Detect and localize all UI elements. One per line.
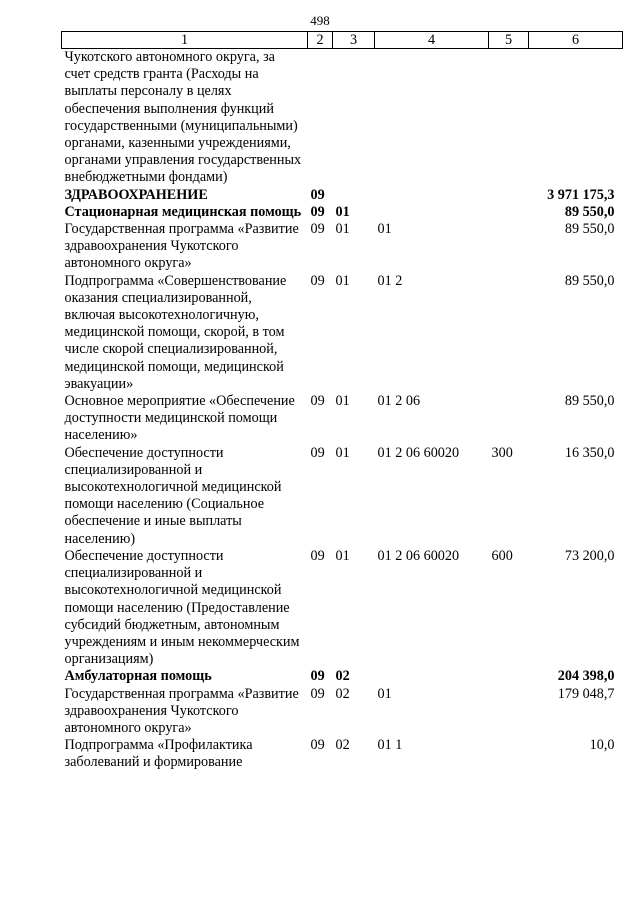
row-expense-type: 600	[491, 547, 513, 564]
table-row	[62, 668, 623, 685]
row-name: Обеспечение доступности специализированной и высокотехнологичной медицинской помощи населению (Предоставление субсидий бюджетным, автономным учреждениям и иным некоммерческим организациям)	[64, 547, 300, 668]
row-expense-type	[489, 49, 529, 187]
table-row	[62, 204, 623, 221]
row-target-article: 01 2 06	[377, 393, 421, 410]
row-section: 09	[310, 737, 325, 754]
row-name: Амбулаторная помощь	[64, 668, 212, 685]
row-amount: 73 200,0	[564, 547, 615, 564]
table-row	[62, 49, 623, 187]
row-section: 09	[310, 221, 325, 238]
row-target-article	[375, 49, 489, 187]
row-target-article: 01 2 06 60020	[377, 444, 460, 461]
row-amount: 89 550,0	[564, 272, 615, 289]
row-target-article: 01 2 06 60020	[377, 547, 460, 564]
table-row	[62, 737, 623, 771]
row-name: Основное мероприятие «Обеспечение доступности медицинской помощи населению»	[64, 393, 295, 444]
row-subsection: 01	[335, 444, 350, 461]
row-amount	[529, 49, 623, 187]
row-subsection: 02	[335, 668, 350, 685]
header-col-2: 2	[308, 32, 333, 49]
row-target-article	[375, 187, 489, 204]
row-expense-type	[489, 187, 529, 204]
row-section: 09	[310, 668, 325, 685]
table-row	[62, 187, 623, 204]
row-name: Подпрограмма «Профилактика заболеваний и формирование	[64, 737, 253, 771]
row-amount: 204 398,0	[557, 668, 615, 685]
row-amount: 3 971 175,3	[547, 186, 615, 203]
row-subsection: 02	[335, 737, 350, 754]
row-amount: 89 550,0	[564, 203, 615, 220]
row-target-article	[375, 204, 489, 221]
table-row	[62, 548, 623, 668]
row-expense-type	[489, 686, 529, 738]
row-amount: 89 550,0	[564, 393, 615, 410]
row-target-article: 01	[377, 221, 392, 238]
header-row	[62, 32, 623, 49]
row-subsection: 01	[335, 393, 350, 410]
row-section: 09	[310, 444, 325, 461]
row-subsection	[333, 49, 375, 187]
row-section: 09	[310, 272, 325, 289]
row-subsection: 02	[335, 685, 350, 702]
row-name: Обеспечение доступности специализированной и высокотехнологичной медицинской помощи населению (Социальное обеспечение и иные выплаты населению)	[64, 444, 282, 547]
row-subsection	[333, 187, 375, 204]
budget-table	[61, 31, 623, 772]
row-subsection: 01	[335, 272, 350, 289]
row-section: 09	[310, 186, 325, 203]
row-target-article: 01 1	[377, 737, 403, 754]
row-section: 09	[310, 547, 325, 564]
row-name: Чукотского автономного округа, за счет средств гранта (Расходы на выплаты персоналу в целях обеспечения выполнения функций государственными (муниципальными) органами, казенными учреждениями, органами управления государственных внебюджетными фондами)	[64, 49, 302, 186]
row-section: 09	[310, 685, 325, 702]
row-subsection: 01	[335, 221, 350, 238]
row-expense-type	[489, 668, 529, 685]
header-col-1: 1	[62, 32, 308, 49]
row-section	[308, 49, 333, 187]
row-amount: 89 550,0	[564, 221, 615, 238]
row-amount: 16 350,0	[564, 444, 615, 461]
row-expense-type	[489, 204, 529, 221]
table-row	[62, 393, 623, 445]
row-name: Государственная программа «Развитие здравоохранения Чукотского автономного округа»	[64, 221, 299, 272]
row-name: ЗДРАВООХРАНЕНИЕ	[64, 186, 208, 203]
table-row	[62, 445, 623, 548]
row-expense-type	[489, 393, 529, 445]
row-target-article: 01	[377, 685, 392, 702]
row-expense-type	[489, 273, 529, 393]
row-amount: 179 048,7	[557, 685, 615, 702]
row-section: 09	[310, 203, 325, 220]
row-subsection: 01	[335, 203, 350, 220]
table-row	[62, 221, 623, 273]
header-col-3: 3	[333, 32, 375, 49]
header-col-4: 4	[375, 32, 489, 49]
page-number: 498	[310, 13, 330, 28]
row-name: Подпрограмма «Совершенствование оказания специализированной, включая высокотехнологичную, медицинской помощи, скорой, в том числе скорой специализированной, медицинской помощи, медицинской эвакуации»	[64, 272, 287, 392]
table-row	[62, 273, 623, 393]
header-col-5: 5	[489, 32, 529, 49]
row-expense-type	[489, 737, 529, 771]
row-expense-type	[489, 221, 529, 273]
row-subsection: 01	[335, 547, 350, 564]
header-col-6: 6	[529, 32, 623, 49]
row-target-article: 01 2	[377, 272, 403, 289]
row-name: Государственная программа «Развитие здравоохранения Чукотского автономного округа»	[64, 685, 299, 736]
row-expense-type: 300	[491, 444, 513, 461]
row-name: Стационарная медицинская помощь	[64, 203, 302, 220]
row-amount: 10,0	[589, 737, 615, 754]
row-section: 09	[310, 393, 325, 410]
row-target-article	[375, 668, 489, 685]
table-row	[62, 686, 623, 738]
